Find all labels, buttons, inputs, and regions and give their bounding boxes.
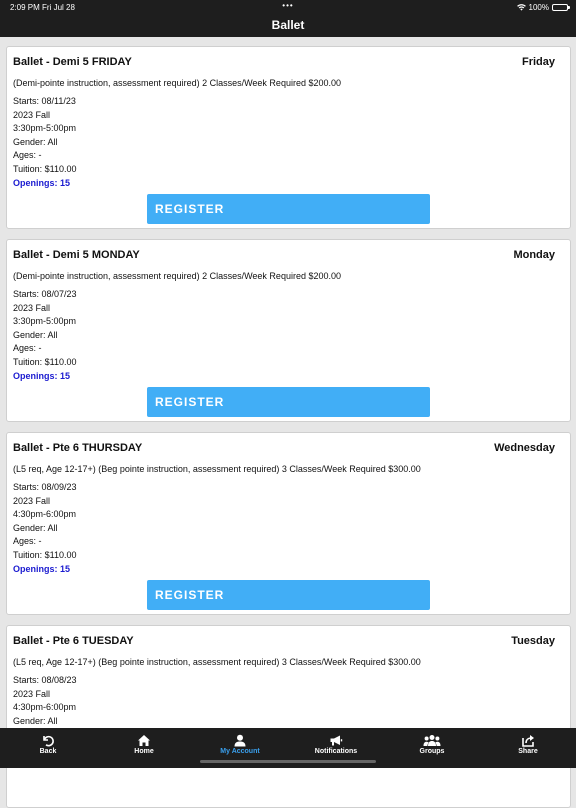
wifi-icon xyxy=(517,4,526,11)
class-card xyxy=(6,46,571,229)
battery-percent: 100% xyxy=(528,3,549,12)
class-openings: Openings: 15 xyxy=(13,177,71,188)
class-description: (L5 req, Age 12-17+) (Beg pointe instruction, assessment required) 3 Classes/Week Required $300.00 xyxy=(13,464,421,474)
class-day: Wednesday xyxy=(494,442,555,454)
page-title: Ballet xyxy=(271,18,305,32)
status-bar xyxy=(0,0,576,14)
battery-icon xyxy=(552,4,568,11)
class-description: (Demi-pointe instruction, assessment required) 2 Classes/Week Required $200.00 xyxy=(13,271,341,281)
class-details xyxy=(13,95,77,190)
tab-share-label: Share xyxy=(518,748,538,755)
tab-back[interactable] xyxy=(0,728,96,768)
class-description: (L5 req, Age 12-17+) (Beg pointe instruction, assessment required) 3 Classes/Week Required $300.00 xyxy=(13,657,421,667)
class-ages: Ages: - xyxy=(13,536,42,547)
class-openings: Openings: 15 xyxy=(13,370,71,381)
class-term: 2023 Fall xyxy=(13,109,51,120)
class-gender: Gender: All xyxy=(13,136,58,147)
class-time: 3:30pm-5:00pm xyxy=(13,316,77,327)
class-details xyxy=(13,288,77,383)
share-icon xyxy=(521,734,535,747)
class-term: 2023 Fall xyxy=(13,302,51,313)
class-day: Tuesday xyxy=(511,635,555,647)
class-card xyxy=(6,432,571,615)
class-starts: Starts: 08/09/23 xyxy=(13,482,77,492)
class-day: Monday xyxy=(513,249,555,261)
class-ages: Ages: - xyxy=(13,150,42,161)
class-gender: Gender: All xyxy=(13,329,58,340)
class-term: 2023 Fall xyxy=(13,688,51,699)
class-title: Ballet - Demi 5 MONDAY xyxy=(13,249,140,261)
class-title: Ballet - Pte 6 TUESDAY xyxy=(13,635,134,647)
status-time: 2:09 PM Fri Jul 28 xyxy=(10,3,75,12)
tab-my-account-label: My Account xyxy=(220,748,260,755)
back-arrow-icon xyxy=(41,734,55,747)
user-icon xyxy=(233,734,247,747)
class-gender: Gender: All xyxy=(13,522,58,533)
class-time: 4:30pm-6:00pm xyxy=(13,702,77,713)
tab-home-label: Home xyxy=(134,748,154,755)
home-icon xyxy=(137,734,151,747)
tab-back-label: Back xyxy=(39,748,57,755)
class-tuition: Tuition: $110.00 xyxy=(13,549,77,560)
tab-share[interactable] xyxy=(480,728,576,768)
class-starts: Starts: 08/11/23 xyxy=(13,96,76,106)
class-tuition: Tuition: $110.00 xyxy=(13,163,77,174)
class-starts: Starts: 08/08/23 xyxy=(13,675,77,685)
home-indicator[interactable] xyxy=(200,760,376,763)
register-button[interactable]: REGISTER xyxy=(147,580,430,610)
tab-home[interactable] xyxy=(96,728,192,768)
megaphone-icon xyxy=(329,734,343,747)
tab-notifications-label: Notifications xyxy=(314,748,358,755)
groups-icon xyxy=(423,734,441,747)
tab-groups[interactable] xyxy=(384,728,480,768)
class-day: Friday xyxy=(521,56,555,68)
class-card xyxy=(6,239,571,422)
class-time: 3:30pm-5:00pm xyxy=(13,123,77,134)
class-list[interactable] xyxy=(0,37,576,728)
class-title: Ballet - Demi 5 FRIDAY xyxy=(13,56,132,68)
class-gender: Gender: All xyxy=(13,715,58,726)
class-tuition: Tuition: $110.00 xyxy=(13,356,77,367)
class-details xyxy=(13,481,77,576)
page-header xyxy=(0,14,576,37)
register-button[interactable]: REGISTER xyxy=(147,387,430,417)
multitask-dots[interactable]: ••• xyxy=(282,1,294,10)
class-starts: Starts: 08/07/23 xyxy=(13,289,77,299)
class-openings: Openings: 15 xyxy=(13,563,71,574)
class-card xyxy=(6,625,571,808)
class-ages: Ages: - xyxy=(13,343,42,354)
status-right xyxy=(517,3,568,12)
class-time: 4:30pm-6:00pm xyxy=(13,509,77,520)
tab-groups-label: Groups xyxy=(419,748,445,755)
class-description: (Demi-pointe instruction, assessment required) 2 Classes/Week Required $200.00 xyxy=(13,78,341,88)
register-button[interactable]: REGISTER xyxy=(147,194,430,224)
class-term: 2023 Fall xyxy=(13,495,51,506)
class-title: Ballet - Pte 6 THURSDAY xyxy=(13,442,143,454)
